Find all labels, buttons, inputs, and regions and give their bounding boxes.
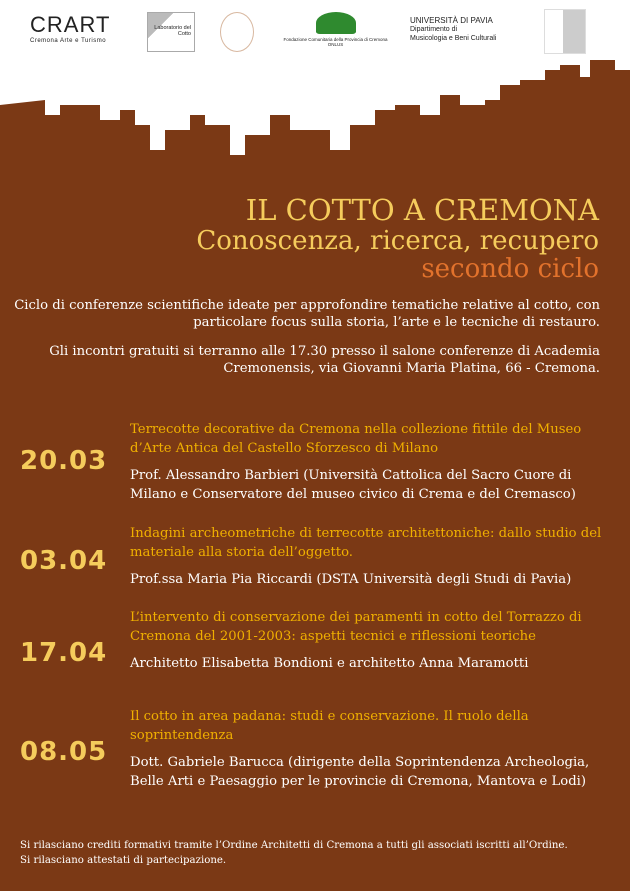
department-line-2: Musicologia e Beni Culturali (410, 34, 497, 42)
intro-text (0, 297, 600, 377)
event-date: 08.05 (20, 737, 108, 767)
footer-certificates: Si rilasciano attestati di partecipazione. (20, 855, 227, 866)
fondazione-logo (273, 12, 398, 47)
event-speaker: Prof. Alessandro Barbieri (Università Cattolica del Sacro Cuore di Milano e Conservatore del museo civico di Crema e del Cremasco) (130, 468, 576, 502)
footer-credits: Si rilasciano crediti formativi tramite l’Ordine Architetti di Cremona a tutti gli associati iscritti all’Ordine. (20, 840, 568, 851)
footer-notes (20, 838, 568, 868)
event-speaker: Prof.ssa Maria Pia Riccardi (DSTA Università degli Studi di Pavia) (130, 572, 572, 587)
intro-description: Ciclo di conferenze scientifiche ideate per approfondire tematiche relative al cotto, con particolare focus sulla storia, l’arte e le tecniche di restauro. (14, 298, 600, 330)
poster-title (196, 193, 599, 284)
edition-label: secondo ciclo (421, 254, 599, 284)
laboratorio-cotto-logo (147, 12, 195, 52)
university-name: UNIVERSITÀ DI PAVIA (410, 16, 493, 25)
subtitle: Conoscenza, ricerca, recupero (196, 226, 599, 256)
tree-icon (316, 12, 356, 34)
laboratorio-logo-text: Laboratorio del Cotto (154, 25, 191, 38)
event-speaker: Dott. Gabriele Barucca (dirigente della Soprintendenza Archeologia, Belle Arti e Paesaggio per le provincie di Cremona, Mantova e Lodi) (130, 755, 590, 789)
event-date: 20.03 (20, 446, 108, 476)
event-date: 17.04 (20, 638, 108, 668)
event-speaker: Architetto Elisabetta Bondioni e architetto Anna Maramotti (130, 656, 529, 671)
event-topic: Indagini archeometriche di terrecotte architettoniche: dallo studio del materiale alla storia dell’oggetto. (130, 526, 602, 560)
circle-logo (220, 12, 254, 52)
event-date: 03.04 (20, 546, 108, 576)
crart-logo-subtitle: Cremona Arte e Turismo (30, 38, 107, 44)
crart-logo-text: CRART (30, 12, 111, 37)
fondazione-logo-subtitle: ONLUS (327, 42, 344, 47)
partner-logo (544, 9, 586, 54)
city-skyline (0, 55, 630, 215)
main-title: IL COTTO A CREMONA (245, 193, 599, 227)
university-logo (410, 16, 496, 44)
fondazione-logo-text: Fondazione Comunitaria della Provincia di Cremona (283, 37, 388, 42)
event-topic: Il cotto in area padana: studi e conservazione. Il ruolo della soprintendenza (130, 709, 529, 743)
event-topic: Terrecotte decorative da Cremona nella collezione fittile del Museo d’Arte Antica del Castello Sforzesco di Milano (130, 422, 582, 456)
crart-logo (30, 12, 110, 44)
department-line-1: Dipartimento di (410, 26, 458, 33)
event-topic: L’intervento di conservazione dei paramenti in cotto del Torrazzo di Cremona del 2001-2003: aspetti tecnici e riflessioni teoriche (130, 610, 582, 644)
intro-venue: Gli incontri gratuiti si terranno alle 17.30 presso il salone conferenze di Academia Cremonensis, via Giovanni Maria Platina, 66 - Cremona. (49, 344, 600, 376)
